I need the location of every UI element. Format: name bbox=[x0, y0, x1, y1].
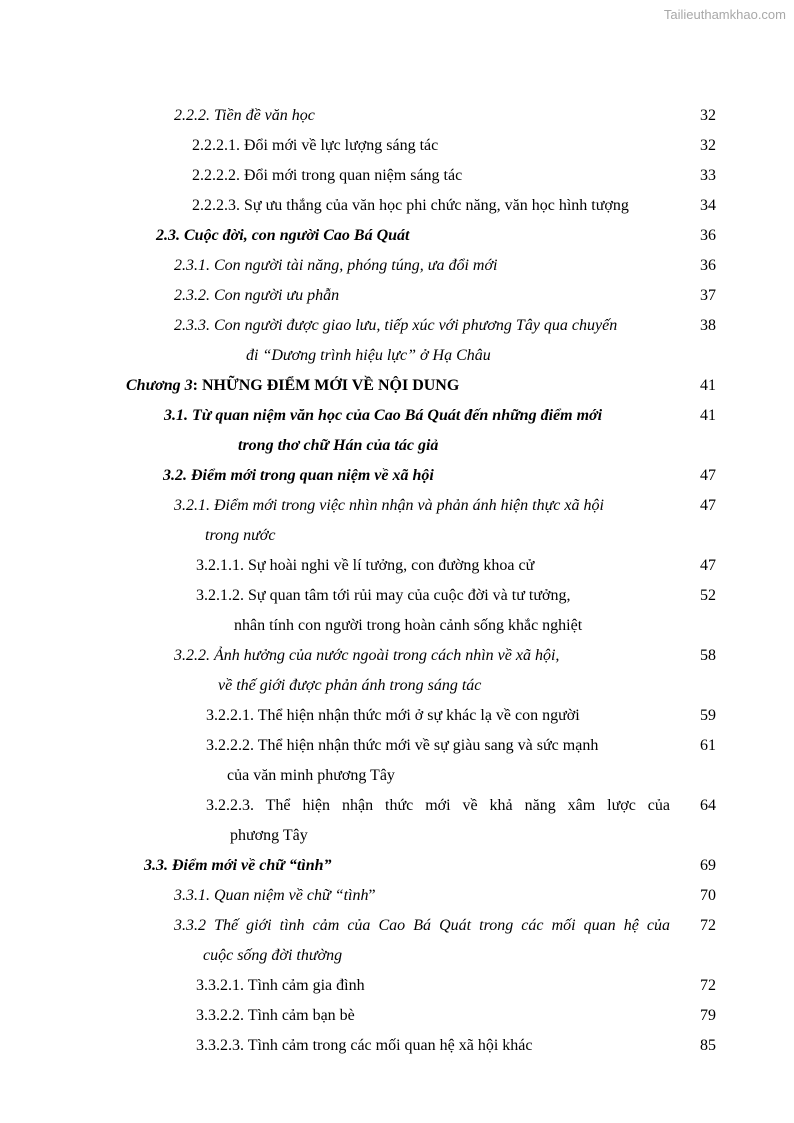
toc-page-number: 47 bbox=[700, 557, 716, 574]
toc-entry-text: 3.2.1.1. Sự hoài nghi về lí tưởng, con đường khoa cử bbox=[196, 557, 535, 574]
toc-page-number: 85 bbox=[700, 1037, 716, 1054]
toc-entry-continuation: trong nước bbox=[205, 527, 276, 544]
watermark: Tailieuthamkhao.com bbox=[663, 7, 786, 22]
toc-entry-continuation: của văn minh phương Tây bbox=[227, 767, 395, 784]
toc-page-number: 79 bbox=[700, 1007, 716, 1024]
toc-entry-text: 3.2.1.2. Sự quan tâm tới rủi may của cuộc đời và tư tưởng, bbox=[196, 587, 571, 604]
toc-entry-text: 3.2.1. Điểm mới trong việc nhìn nhận và phản ánh hiện thực xã hội bbox=[174, 497, 604, 514]
toc-page-number: 41 bbox=[700, 377, 716, 394]
toc-page-number: 47 bbox=[700, 497, 716, 514]
toc-page-number: 69 bbox=[700, 857, 716, 874]
toc-entry-text: 3.3.1. Quan niệm về chữ “tình” bbox=[174, 887, 376, 904]
toc-page-number: 36 bbox=[700, 257, 716, 274]
toc-entry-continuation: phương Tây bbox=[230, 827, 308, 844]
toc-page-number: 37 bbox=[700, 287, 716, 304]
toc-entry-text: 3.3.2.1. Tình cảm gia đình bbox=[196, 977, 365, 994]
toc-entry-continuation: nhân tính con người trong hoàn cảnh sống khắc nghiệt bbox=[234, 617, 583, 634]
toc-page-number: 72 bbox=[700, 977, 716, 994]
toc-entry-continuation: cuộc sống đời thường bbox=[203, 947, 343, 964]
toc-page-number: 52 bbox=[700, 587, 716, 604]
chapter-label: Chương 3 bbox=[126, 377, 193, 394]
toc-page-number: 70 bbox=[700, 887, 716, 904]
toc-page-number: 47 bbox=[700, 467, 716, 484]
toc-section-heading: 3.3. Điểm mới về chữ “tình” bbox=[144, 857, 332, 874]
toc-page-number: 32 bbox=[700, 137, 716, 154]
toc-entry-text: 2.3.3. Con người được giao lưu, tiếp xúc với phương Tây qua chuyến bbox=[174, 317, 618, 334]
toc-entry-text: 3.2.2.3. Thể hiện nhận thức mới về khả năng xâm lược của bbox=[206, 797, 670, 814]
toc-page-number: 38 bbox=[700, 317, 716, 334]
chapter-title: : NHỮNG ĐIỂM MỚI VỀ NỘI DUNG bbox=[192, 377, 460, 394]
toc-page-number: 32 bbox=[700, 107, 716, 124]
toc-page-number: 59 bbox=[700, 707, 716, 724]
toc-entry-text: 2.3.2. Con người ưu phẫn bbox=[174, 287, 340, 304]
toc-page-number: 33 bbox=[700, 167, 716, 184]
toc-entry-text: 2.2.2.1. Đổi mới về lực lượng sáng tác bbox=[192, 137, 439, 154]
toc-entry-text: 3.3.2.2. Tình cảm bạn bè bbox=[196, 1007, 355, 1024]
toc-entry-continuation: đi “Dương trình hiệu lực” ở Hạ Châu bbox=[246, 347, 491, 364]
toc-entry-text: 3.2.2.1. Thể hiện nhận thức mới ở sự khác lạ về con người bbox=[206, 707, 580, 724]
toc-entry-text: 2.3.1. Con người tài năng, phóng túng, ưa đổi mới bbox=[174, 257, 498, 274]
toc-entry-continuation: trong thơ chữ Hán của tác giả bbox=[238, 437, 439, 454]
toc-page-number: 64 bbox=[700, 797, 716, 814]
toc-page-number: 34 bbox=[700, 197, 716, 214]
toc-section-heading: 3.2. Điểm mới trong quan niệm về xã hội bbox=[163, 467, 434, 484]
toc-section-heading: 2.3. Cuộc đời, con người Cao Bá Quát bbox=[156, 227, 410, 244]
toc-entry-text: 2.2.2.2. Đổi mới trong quan niệm sáng tác bbox=[192, 167, 463, 184]
toc-page-number: 41 bbox=[700, 407, 716, 424]
toc-section-heading: 3.1. Từ quan niệm văn học của Cao Bá Quát đến những điểm mới bbox=[164, 407, 603, 424]
toc-page-number: 72 bbox=[700, 917, 716, 934]
toc-entry-text: 3.2.2.2. Thể hiện nhận thức mới về sự giàu sang và sức mạnh bbox=[206, 737, 599, 754]
toc-page-number: 36 bbox=[700, 227, 716, 244]
toc-chapter-heading bbox=[126, 375, 459, 397]
toc-entry-text: 3.3.2 Thế giới tình cảm của Cao Bá Quát trong các mối quan hệ của bbox=[174, 917, 670, 934]
toc-entry-text: 3.2.2. Ảnh hưởng của nước ngoài trong cách nhìn về xã hội, bbox=[174, 647, 560, 664]
toc-entry-text: 2.2.2.3. Sự ưu thắng của văn học phi chức năng, văn học hình tượng bbox=[192, 197, 629, 214]
toc-page-number: 61 bbox=[700, 737, 716, 754]
toc-page-number: 58 bbox=[700, 647, 716, 664]
toc-entry-text: 2.2.2. Tiền đề văn học bbox=[174, 107, 315, 124]
toc-entry-text: 3.3.2.3. Tình cảm trong các mối quan hệ xã hội khác bbox=[196, 1037, 533, 1054]
toc-entry-continuation: về thế giới được phản ánh trong sáng tác bbox=[218, 677, 482, 694]
